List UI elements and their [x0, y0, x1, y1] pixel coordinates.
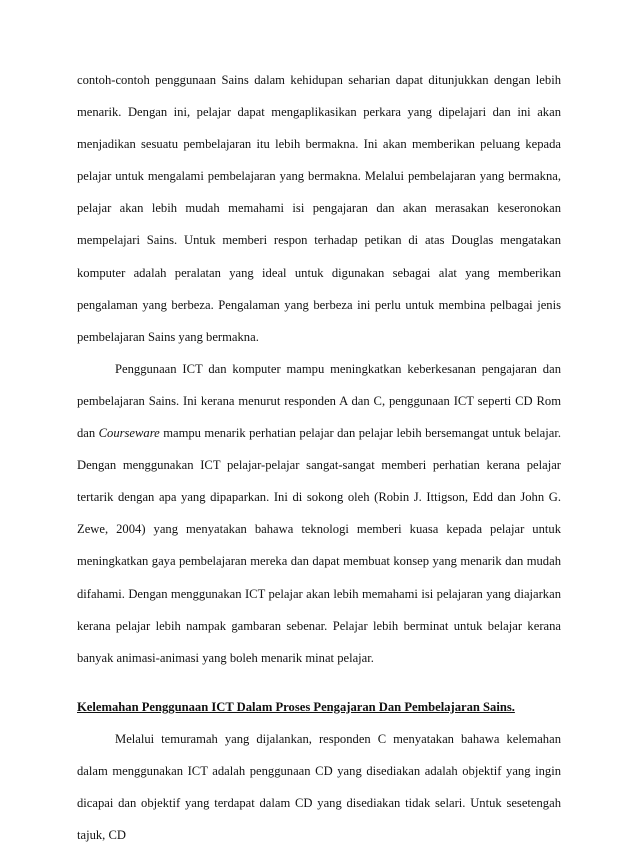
courseware-term: Courseware [98, 426, 160, 441]
paragraph-2-text-a: Penggunaan ICT dan komputer mampu meningkatkan keberkesanan pengajaran dan pembelajaran Sains. Ini kerana menurut responden A dan C, penggunaan ICT seperti CD Rom dan [77, 361, 561, 441]
body-paragraph-3: Melalui temuramah yang dijalankan, responden C menyatakan bahawa kelemahan dalam menggunakan ICT adalah penggunaan CD yang disediakan adalah objektif yang ingin dicapai dan objektif yang terdapat dalam CD yang disediakan tidak selari. Untuk sesetengah tajuk, CD [77, 731, 561, 843]
section-heading: Kelemahan Penggunaan ICT Dalam Proses Pengajaran Dan Pembelajaran Sains. [77, 699, 515, 714]
document-page [77, 64, 561, 851]
body-paragraph-1: contoh-contoh penggunaan Sains dalam kehidupan seharian dapat ditunjukkan dengan lebih menarik. Dengan ini, pelajar dapat mengaplikasikan perkara yang dipelajari dan ini akan menjadikan sesuatu pembelajaran itu lebih bermakna. Ini akan memberikan peluang kepada pelajar untuk mengalami pembelajaran yang bermakna. Melalui pembelajaran yang bermakna, pelajar akan lebih mudah memahami isi pengajaran dan akan merasakan keseronokan mempelajari Sains. Untuk memberi respon terhadap petikan di atas Douglas mengatakan komputer adalah peralatan yang ideal untuk digunakan sebagai alat yang memberikan pengalaman yang berbeza. Pengalaman yang berbeza ini perlu untuk membina pelbagai jenis pembelajaran Sains yang bermakna. [77, 73, 561, 344]
paragraph-2-text-b: mampu menarik perhatian pelajar dan pelajar lebih bersemangat untuk belajar. Dengan menggunakan ICT pelajar-pelajar sangat-sangat memberi perhatian kerana pelajar tertarik dengan apa yang dipaparkan. Ini di sokong oleh (Robin J. Ittigson, Edd dan John G. Zewe, 2004) yang menyatakan bahawa teknologi memberi kuasa kepada pelajar untuk meningkatkan gaya pembelajaran mereka dan dapat membuat konsep yang menarik dan mudah difahami. Dengan menggunakan ICT pelajar akan lebih memahami isi pelajaran yang diajarkan kerana pelajar lebih nampak gambaran sebenar. Pelajar lebih berminat untuk belajar kerana banyak animasi-animasi yang boleh menarik minat pelajar. [77, 426, 561, 665]
body-paragraph-2 [77, 353, 561, 674]
